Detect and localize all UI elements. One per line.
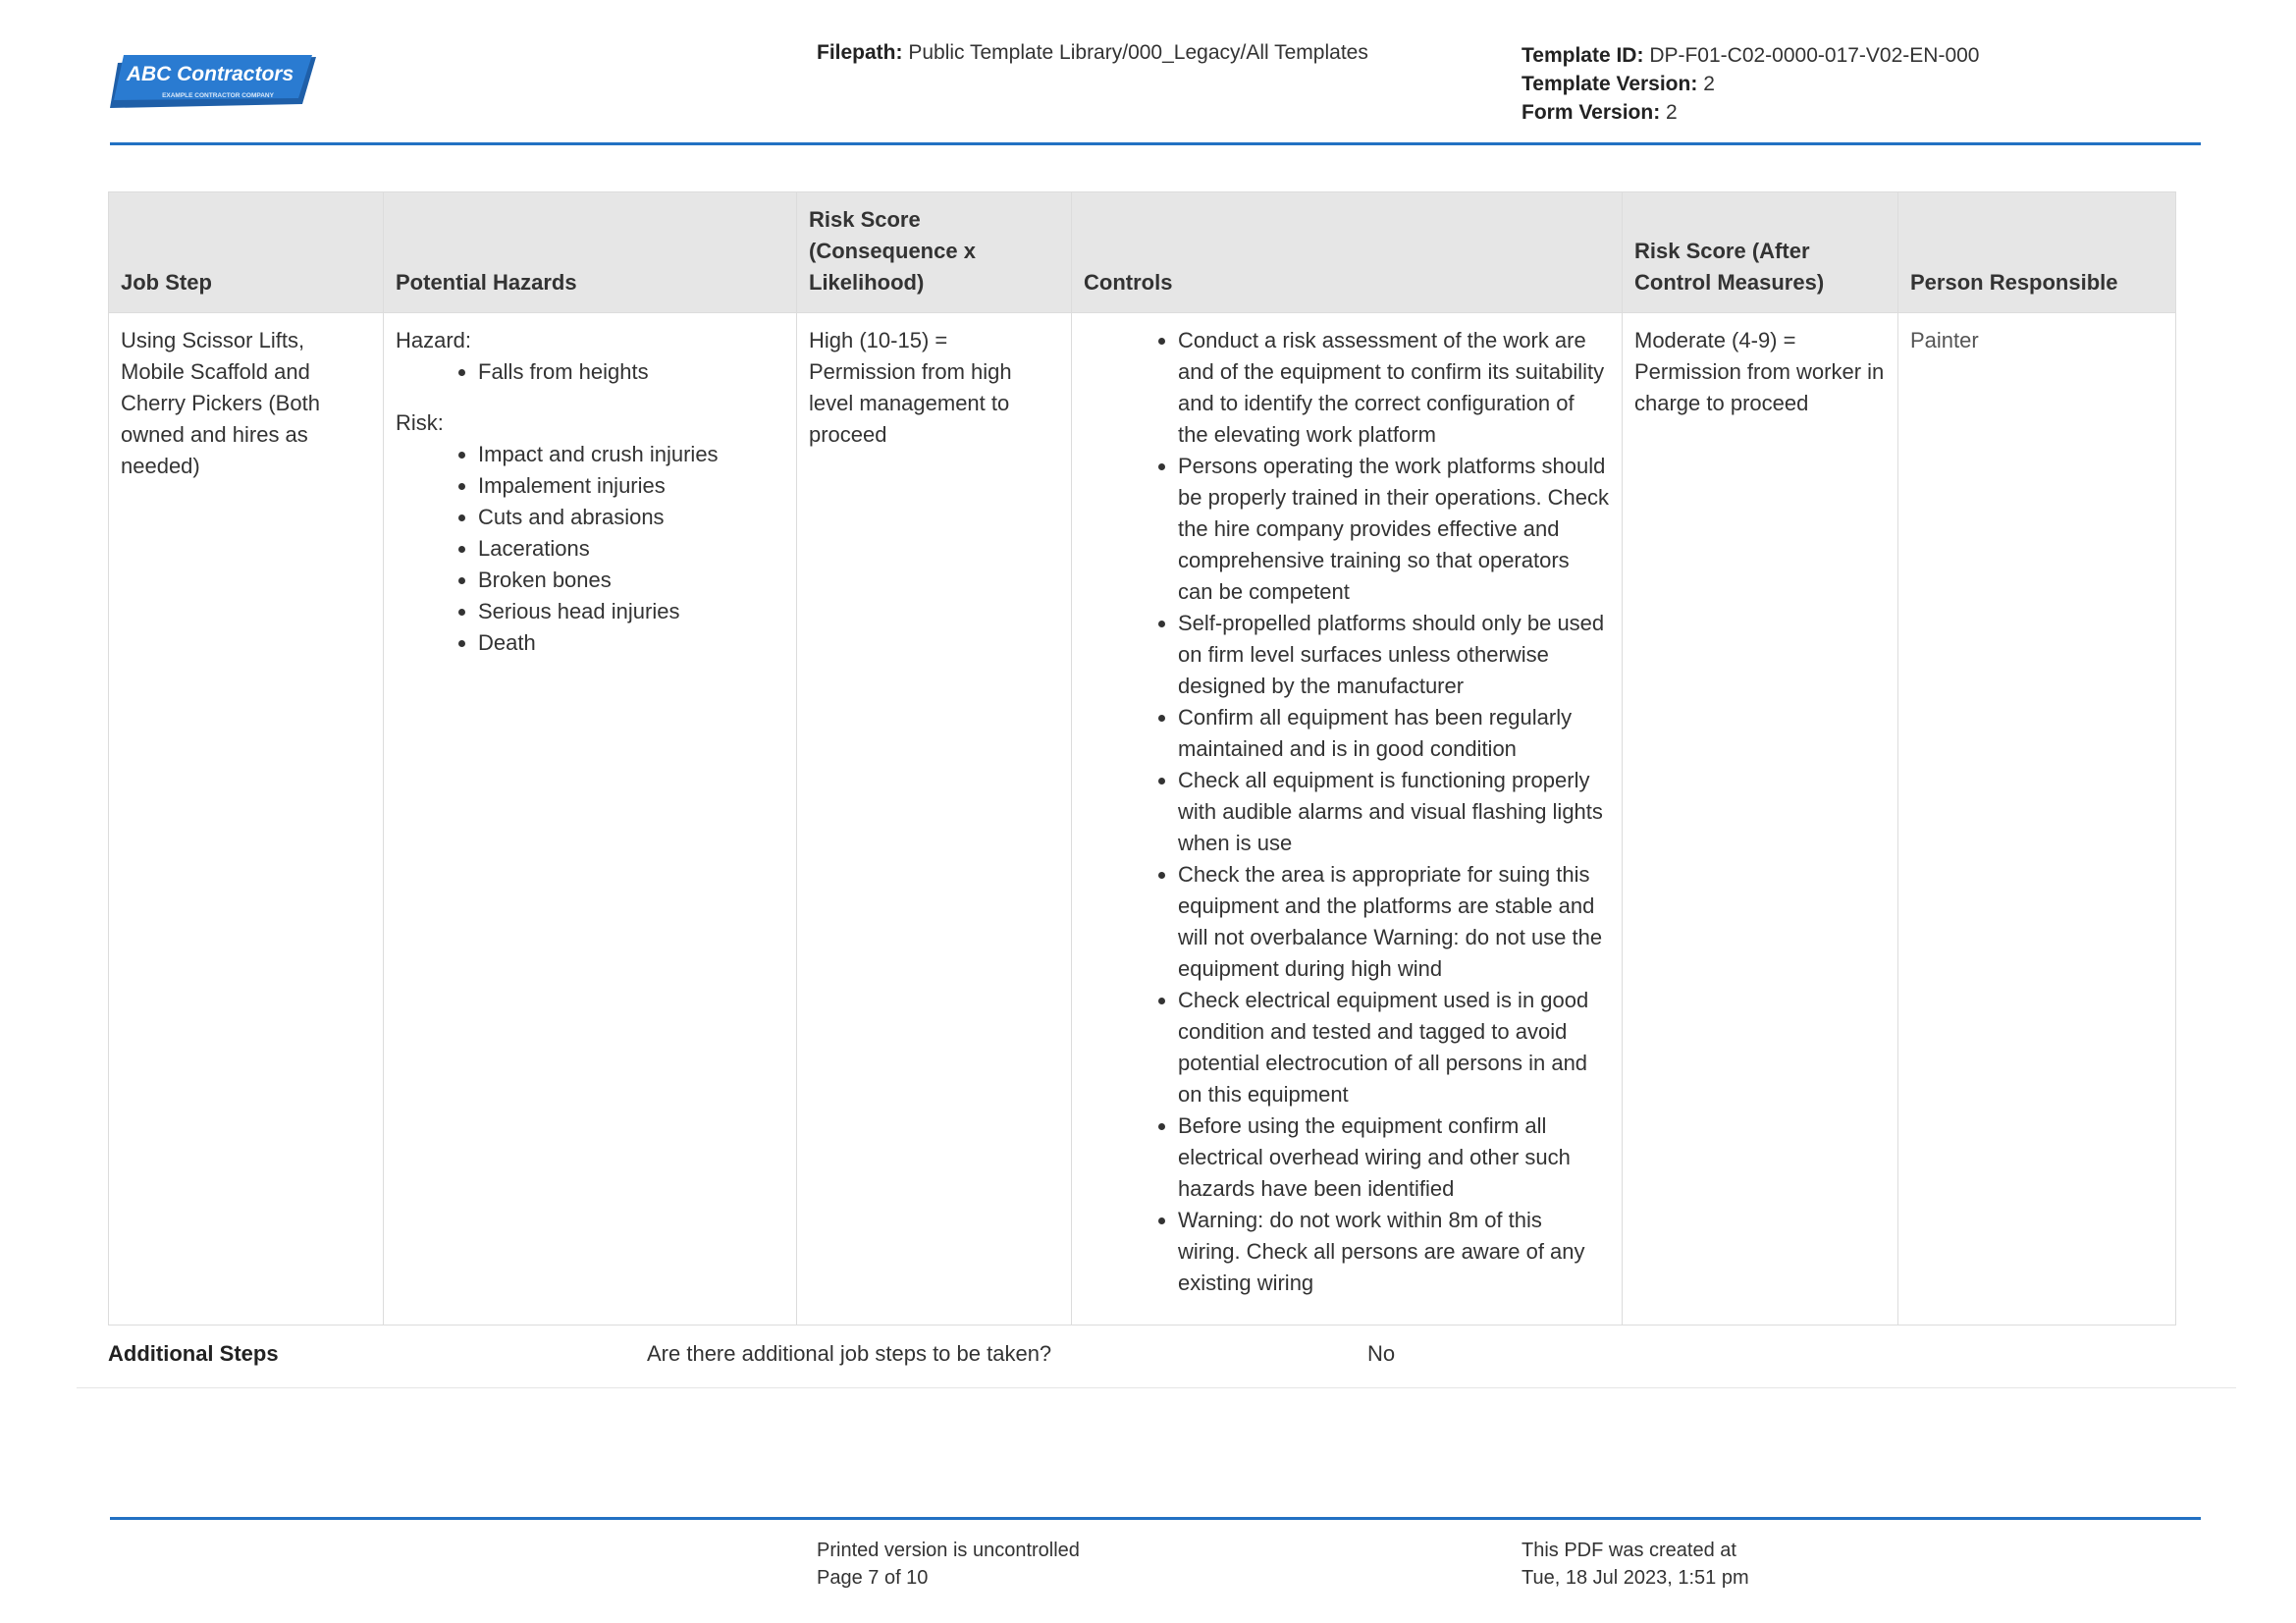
logo-tagline: EXAMPLE CONTRACTOR COMPANY [162,92,274,99]
cell-potential-hazards [384,313,797,1325]
logo-name: ABC Contractors [126,63,294,85]
uncontrolled-note: Printed version is uncontrolled [817,1540,1080,1561]
footer-left [817,1537,1080,1592]
hazard-label: Hazard: [396,328,472,352]
form-version-value: 2 [1666,101,1678,124]
list-item: • Impact and crush injuries [478,439,784,470]
form-version [1522,98,1979,127]
list-item: • Conduct a risk assessment of the work are and of the equipment to confirm its suitability and to identify the correct configuration of the elevating work platform [1178,325,1610,451]
table-header-row [109,192,2176,313]
header-potential-hazards: Potential Hazards [384,192,797,313]
header-person-responsible: Person Responsible [1898,192,2176,313]
list-item: • Persons operating the work platforms should be properly trained in their operations. Check the hire company provides effective and comprehensive training so that operators can be competent [1178,451,1610,608]
template-meta [1522,41,1979,127]
filepath-label: Filepath: [817,41,903,64]
template-id-value: DP-F01-C02-0000-017-V02-EN-000 [1649,44,1980,67]
header-controls: Controls [1072,192,1623,313]
additional-steps-question: Are there additional job steps to be taken? [647,1341,1052,1366]
template-version-value: 2 [1703,73,1715,95]
list-item: • Falls from heights [478,356,784,388]
list-item: • Confirm all equipment has been regularly maintained and is in good condition [1178,702,1610,765]
list-item: • Lacerations [478,533,784,565]
additional-steps-label: Additional Steps [108,1341,279,1366]
created-timestamp: Tue, 18 Jul 2023, 1:51 pm [1522,1567,1749,1589]
filepath-value: Public Template Library/000_Legacy/All Templates [908,41,1368,64]
header-risk-score: Risk Score (Consequence x Likelihood) [797,192,1072,313]
template-version-label: Template Version: [1522,73,1698,95]
template-version [1522,70,1979,98]
controls-list [1084,325,1610,1299]
list-item: • Check electrical equipment used is in good condition and tested and tagged to avoid potential electrocution of all persons in and on this equipment [1178,985,1610,1110]
company-logo [110,53,316,112]
table-row [109,313,2176,1325]
risk-label: Risk: [396,410,444,435]
template-id [1522,41,1979,70]
form-version-label: Form Version: [1522,101,1661,124]
created-label: This PDF was created at [1522,1540,1736,1561]
cell-risk-score-after: Moderate (4-9) = Permission from worker in charge to proceed [1623,313,1898,1325]
header-job-step: Job Step [109,192,384,313]
additional-steps-divider [77,1387,2236,1388]
list-item: • Self-propelled platforms should only be used on firm level surfaces unless otherwise designed by the manufacturer [1178,608,1610,702]
list-item: • Check all equipment is functioning properly with audible alarms and visual flashing lights when is use [1178,765,1610,859]
risk-list [396,439,784,659]
list-item: • Broken bones [478,565,784,596]
cell-job-step: Using Scissor Lifts, Mobile Scaffold and Cherry Pickers (Both owned and hires as needed) [109,313,384,1325]
list-item: • Cuts and abrasions [478,502,784,533]
cell-person-responsible: Painter [1898,313,2176,1325]
list-item: • Warning: do not work within 8m of this wiring. Check all persons are aware of any existing wiring [1178,1205,1610,1299]
page-number: Page 7 of 10 [817,1567,929,1589]
list-item: • Impalement injuries [478,470,784,502]
cell-risk-score: High (10-15) = Permission from high level management to proceed [797,313,1072,1325]
cell-controls [1072,313,1623,1325]
list-item: • Check the area is appropriate for suing this equipment and the platforms are stable and will not overbalance Warning: do not use the equipment during high wind [1178,859,1610,985]
footer-divider [110,1517,2201,1520]
list-item: • Serious head injuries [478,596,784,627]
template-id-label: Template ID: [1522,44,1644,67]
hazard-list [396,356,784,388]
footer-right [1522,1537,1749,1592]
risk-assessment-table [108,191,2176,1325]
additional-steps-answer: No [1367,1341,1396,1366]
header-divider [110,142,2201,145]
list-item: • Death [478,627,784,659]
filepath [817,41,1368,65]
header-risk-score-after: Risk Score (After Control Measures) [1623,192,1898,313]
list-item: • Before using the equipment confirm all electrical overhead wiring and other such hazards have been identified [1178,1110,1610,1205]
